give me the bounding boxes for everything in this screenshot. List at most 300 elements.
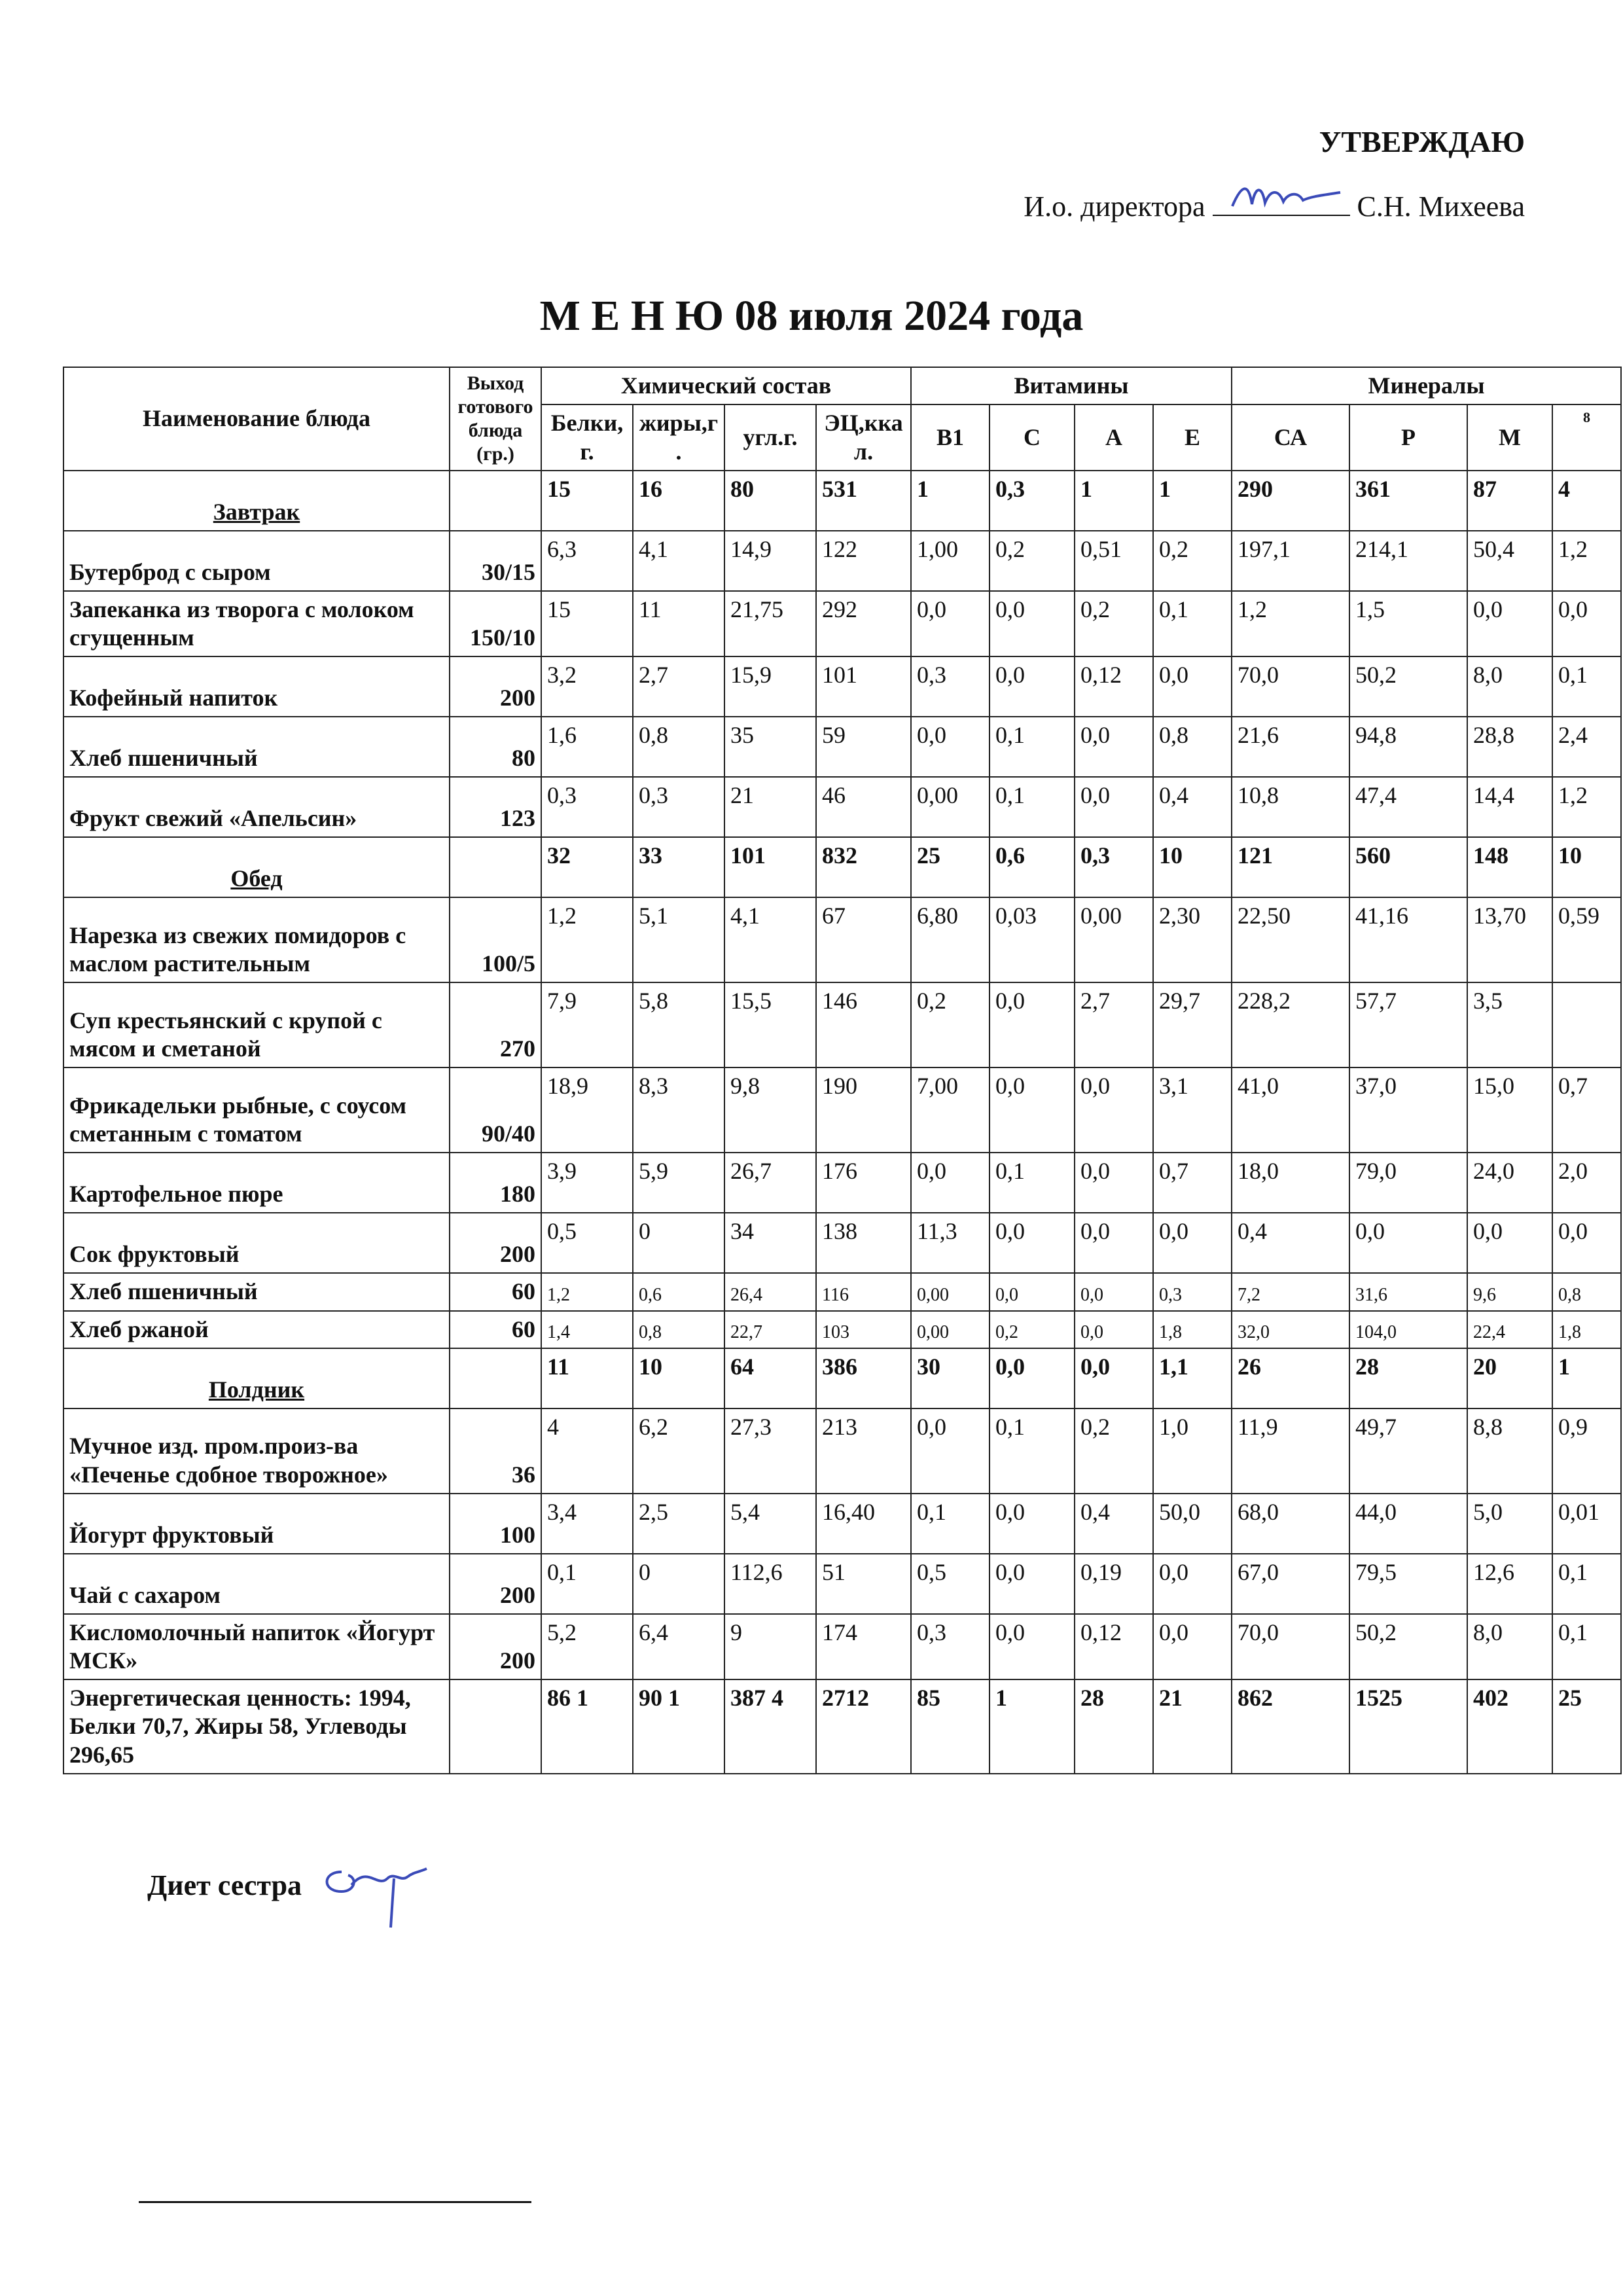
value-cell: 46 bbox=[816, 777, 911, 837]
value-cell: 0,0 bbox=[1075, 1153, 1153, 1213]
header-yield: Выход готового блюда (гр.) bbox=[450, 367, 541, 471]
value-cell: 2,5 bbox=[633, 1494, 724, 1554]
dish-name-cell: Йогурт фруктовый bbox=[63, 1494, 450, 1554]
value-cell: 0,1 bbox=[990, 777, 1075, 837]
value-cell: 67 bbox=[816, 897, 911, 982]
value-cell: 0,6 bbox=[633, 1273, 724, 1310]
value-cell: 9,8 bbox=[724, 1067, 816, 1153]
value-cell: 0,00 bbox=[911, 1273, 990, 1310]
dish-name-cell: Хлеб пшеничный bbox=[63, 1273, 450, 1310]
value-cell: 10 bbox=[1153, 837, 1232, 897]
yield-cell: 100/5 bbox=[450, 897, 541, 982]
table-row bbox=[63, 591, 1621, 656]
dish-name-cell: Картофельное пюре bbox=[63, 1153, 450, 1213]
value-cell: 2,7 bbox=[633, 656, 724, 717]
value-cell: 1 bbox=[990, 1679, 1075, 1774]
value-cell: 0,8 bbox=[1552, 1273, 1621, 1310]
value-cell: 70,0 bbox=[1232, 656, 1349, 717]
value-cell: 79,0 bbox=[1349, 1153, 1467, 1213]
value-cell: 70,0 bbox=[1232, 1614, 1349, 1679]
value-cell: 47,4 bbox=[1349, 777, 1467, 837]
page-title: М Е Н Ю 08 июля 2024 года bbox=[539, 292, 1084, 340]
dish-name-cell: Запеканка из творога с молоком сгущенным bbox=[63, 591, 450, 656]
value-cell: 59 bbox=[816, 717, 911, 777]
header-dish-name: Наименование блюда bbox=[63, 367, 450, 471]
subheader-cell: Белки, г. bbox=[541, 404, 633, 471]
value-cell: 0,2 bbox=[1153, 531, 1232, 591]
value-cell: 0,1 bbox=[911, 1494, 990, 1554]
value-cell: 0,0 bbox=[1349, 1213, 1467, 1273]
director-prefix: И.о. директора bbox=[1024, 190, 1205, 223]
dish-name-cell: Бутерброд с сыром bbox=[63, 531, 450, 591]
value-cell: 0,9 bbox=[1552, 1408, 1621, 1494]
value-cell: 0,03 bbox=[990, 897, 1075, 982]
value-cell: 0,0 bbox=[990, 1273, 1075, 1310]
value-cell: 8,0 bbox=[1467, 656, 1552, 717]
value-cell: 79,5 bbox=[1349, 1554, 1467, 1614]
value-cell: 0,3 bbox=[1075, 837, 1153, 897]
value-cell: 112,6 bbox=[724, 1554, 816, 1614]
value-cell: 0 bbox=[633, 1213, 724, 1273]
value-cell: 862 bbox=[1232, 1679, 1349, 1774]
value-cell: 5,8 bbox=[633, 982, 724, 1067]
value-cell: 37,0 bbox=[1349, 1067, 1467, 1153]
yield-cell: 90/40 bbox=[450, 1067, 541, 1153]
value-cell: 16,40 bbox=[816, 1494, 911, 1554]
value-cell: 103 bbox=[816, 1311, 911, 1348]
subheader-cell: Р bbox=[1349, 404, 1467, 471]
value-cell: 4 bbox=[541, 1408, 633, 1494]
meal-row bbox=[63, 837, 1621, 897]
value-cell: 27,3 bbox=[724, 1408, 816, 1494]
value-cell: 386 bbox=[816, 1348, 911, 1408]
value-cell: 0,51 bbox=[1075, 531, 1153, 591]
value-cell: 1,8 bbox=[1552, 1311, 1621, 1348]
value-cell: 28 bbox=[1075, 1679, 1153, 1774]
value-cell: 51 bbox=[816, 1554, 911, 1614]
value-cell: 174 bbox=[816, 1614, 911, 1679]
dish-name-cell: Сок фруктовый bbox=[63, 1213, 450, 1273]
value-cell: 64 bbox=[724, 1348, 816, 1408]
value-cell: 0,7 bbox=[1153, 1153, 1232, 1213]
value-cell: 21 bbox=[724, 777, 816, 837]
value-cell: 0,1 bbox=[541, 1554, 633, 1614]
value-cell: 0,19 bbox=[1075, 1554, 1153, 1614]
table-row bbox=[63, 1213, 1621, 1273]
value-cell: 16 bbox=[633, 471, 724, 531]
value-cell: 0,2 bbox=[1075, 1408, 1153, 1494]
value-cell: 361 bbox=[1349, 471, 1467, 531]
value-cell: 832 bbox=[816, 837, 911, 897]
value-cell: 292 bbox=[816, 591, 911, 656]
value-cell: 6,4 bbox=[633, 1614, 724, 1679]
footer-diet-nurse bbox=[147, 1869, 446, 1931]
value-cell: 5,9 bbox=[633, 1153, 724, 1213]
value-cell: 1,1 bbox=[1153, 1348, 1232, 1408]
value-cell: 0,0 bbox=[990, 591, 1075, 656]
bottom-line bbox=[139, 2201, 531, 2203]
value-cell: 0,0 bbox=[911, 1408, 990, 1494]
approval-heading: УТВЕРЖДАЮ bbox=[1319, 125, 1525, 158]
value-cell: 0,4 bbox=[1075, 1494, 1153, 1554]
yield-cell: 60 bbox=[450, 1311, 541, 1348]
value-cell: 3,4 bbox=[541, 1494, 633, 1554]
value-cell: 7,9 bbox=[541, 982, 633, 1067]
value-cell: 0,0 bbox=[911, 717, 990, 777]
value-cell: 32 bbox=[541, 837, 633, 897]
table-row bbox=[63, 1494, 1621, 1554]
value-cell: 1,0 bbox=[1153, 1408, 1232, 1494]
value-cell: 8,0 bbox=[1467, 1614, 1552, 1679]
value-cell: 31,6 bbox=[1349, 1273, 1467, 1310]
dish-name-cell: Хлеб пшеничный bbox=[63, 717, 450, 777]
meal-row bbox=[63, 1348, 1621, 1408]
value-cell: 3,5 bbox=[1467, 982, 1552, 1067]
value-cell: 0,00 bbox=[911, 1311, 990, 1348]
header-vitamins: Витамины bbox=[911, 367, 1232, 404]
value-cell: 2,7 bbox=[1075, 982, 1153, 1067]
value-cell: 1,2 bbox=[1232, 591, 1349, 656]
value-cell: 0,2 bbox=[911, 982, 990, 1067]
value-cell: 0,2 bbox=[990, 531, 1075, 591]
value-cell: 0,2 bbox=[990, 1311, 1075, 1348]
value-cell: 0,0 bbox=[990, 1494, 1075, 1554]
value-cell: 33 bbox=[633, 837, 724, 897]
value-cell: 4,1 bbox=[724, 897, 816, 982]
value-cell: 531 bbox=[816, 471, 911, 531]
value-cell: 0,1 bbox=[1552, 1554, 1621, 1614]
value-cell: 50,4 bbox=[1467, 531, 1552, 591]
table-row bbox=[63, 1153, 1621, 1213]
table-row bbox=[63, 1311, 1621, 1348]
value-cell: 21,6 bbox=[1232, 717, 1349, 777]
menu-table-body bbox=[63, 471, 1621, 1774]
yield-cell: 100 bbox=[450, 1494, 541, 1554]
value-cell: 21,75 bbox=[724, 591, 816, 656]
value-cell: 0,0 bbox=[1153, 1554, 1232, 1614]
value-cell: 0,12 bbox=[1075, 1614, 1153, 1679]
value-cell: 0,3 bbox=[633, 777, 724, 837]
value-cell: 122 bbox=[816, 531, 911, 591]
value-cell: 0,1 bbox=[1153, 591, 1232, 656]
yield-cell bbox=[450, 1679, 541, 1774]
value-cell: 1,5 bbox=[1349, 591, 1467, 656]
value-cell: 101 bbox=[816, 656, 911, 717]
table-row bbox=[63, 717, 1621, 777]
value-cell: 22,50 bbox=[1232, 897, 1349, 982]
subheader-cell: ЭЦ,ккал. bbox=[816, 404, 911, 471]
dish-name-cell: Энергетическая ценность: 1994, Белки 70,7, Жиры 58, Углеводы 296,65 bbox=[63, 1679, 450, 1774]
value-cell: 50,2 bbox=[1349, 1614, 1467, 1679]
director-name: С.Н. Михеева bbox=[1357, 190, 1525, 223]
value-cell: 25 bbox=[911, 837, 990, 897]
yield-cell: 60 bbox=[450, 1273, 541, 1310]
value-cell: 0,0 bbox=[1075, 717, 1153, 777]
yield-cell: 123 bbox=[450, 777, 541, 837]
dish-name-cell: Полдник bbox=[63, 1348, 450, 1408]
value-cell: 1,00 bbox=[911, 531, 990, 591]
diet-nurse-label: Диет сестра bbox=[147, 1869, 302, 1901]
value-cell: 0,1 bbox=[1552, 656, 1621, 717]
value-cell: 0,3 bbox=[911, 656, 990, 717]
value-cell: 0,0 bbox=[1075, 1348, 1153, 1408]
value-cell: 3,9 bbox=[541, 1153, 633, 1213]
value-cell: 0,0 bbox=[1075, 1273, 1153, 1310]
value-cell: 90 1 bbox=[633, 1679, 724, 1774]
dish-name-cell: Хлеб ржаной bbox=[63, 1311, 450, 1348]
menu-table bbox=[63, 367, 1622, 1774]
value-cell: 26,7 bbox=[724, 1153, 816, 1213]
value-cell: 0,1 bbox=[1552, 1614, 1621, 1679]
value-cell: 0,00 bbox=[1075, 897, 1153, 982]
value-cell: 11,9 bbox=[1232, 1408, 1349, 1494]
director-signature bbox=[1213, 188, 1350, 216]
value-cell: 0,1 bbox=[990, 717, 1075, 777]
yield-cell bbox=[450, 1348, 541, 1408]
table-row bbox=[63, 1614, 1621, 1679]
yield-cell: 270 bbox=[450, 982, 541, 1067]
value-cell: 0,0 bbox=[990, 656, 1075, 717]
value-cell: 29,7 bbox=[1153, 982, 1232, 1067]
yield-cell: 200 bbox=[450, 1554, 541, 1614]
table-row bbox=[63, 656, 1621, 717]
subheader-cell: С bbox=[990, 404, 1075, 471]
value-cell: 87 bbox=[1467, 471, 1552, 531]
dish-name-cell: Обед bbox=[63, 837, 450, 897]
yield-cell: 200 bbox=[450, 1614, 541, 1679]
value-cell: 5,1 bbox=[633, 897, 724, 982]
header-minerals: Минералы bbox=[1232, 367, 1621, 404]
value-cell: 12,6 bbox=[1467, 1554, 1552, 1614]
value-cell: 11,3 bbox=[911, 1213, 990, 1273]
value-cell: 1 bbox=[911, 471, 990, 531]
value-cell: 86 1 bbox=[541, 1679, 633, 1774]
table-row bbox=[63, 531, 1621, 591]
value-cell: 0,8 bbox=[1153, 717, 1232, 777]
dish-name-cell: Завтрак bbox=[63, 471, 450, 531]
value-cell: 0,01 bbox=[1552, 1494, 1621, 1554]
yield-cell: 200 bbox=[450, 1213, 541, 1273]
value-cell: 26,4 bbox=[724, 1273, 816, 1310]
value-cell: 10,8 bbox=[1232, 777, 1349, 837]
dish-name-cell: Мучное изд. пром.произ-ва «Печенье сдобное творожное» bbox=[63, 1408, 450, 1494]
value-cell: 0,7 bbox=[1552, 1067, 1621, 1153]
subheader-cell: В1 bbox=[911, 404, 990, 471]
value-cell: 387 4 bbox=[724, 1679, 816, 1774]
value-cell: 176 bbox=[816, 1153, 911, 1213]
value-cell: 146 bbox=[816, 982, 911, 1067]
value-cell: 0,6 bbox=[990, 837, 1075, 897]
value-cell: 9,6 bbox=[1467, 1273, 1552, 1310]
value-cell: 104,0 bbox=[1349, 1311, 1467, 1348]
value-cell: 0,4 bbox=[1232, 1213, 1349, 1273]
value-cell: 1,2 bbox=[541, 897, 633, 982]
energy-row bbox=[63, 1679, 1621, 1774]
value-cell: 0,3 bbox=[1153, 1273, 1232, 1310]
value-cell: 402 bbox=[1467, 1679, 1552, 1774]
value-cell: 1525 bbox=[1349, 1679, 1467, 1774]
value-cell: 15 bbox=[541, 591, 633, 656]
value-cell: 0,1 bbox=[990, 1153, 1075, 1213]
value-cell: 7,2 bbox=[1232, 1273, 1349, 1310]
dish-name-cell: Чай с сахаром bbox=[63, 1554, 450, 1614]
diet-nurse-signature bbox=[315, 1852, 446, 1931]
value-cell: 15 bbox=[541, 471, 633, 531]
value-cell: 9 bbox=[724, 1614, 816, 1679]
value-cell: 14,4 bbox=[1467, 777, 1552, 837]
subheader-cell: Е bbox=[1153, 404, 1232, 471]
value-cell: 0,0 bbox=[911, 591, 990, 656]
value-cell: 49,7 bbox=[1349, 1408, 1467, 1494]
dish-name-cell: Суп крестьянский с крупой с мясом и сметаной bbox=[63, 982, 450, 1067]
value-cell: 10 bbox=[633, 1348, 724, 1408]
value-cell: 0,4 bbox=[1153, 777, 1232, 837]
subheader-cell: М bbox=[1467, 404, 1552, 471]
value-cell: 0,0 bbox=[1153, 1213, 1232, 1273]
value-cell: 15,9 bbox=[724, 656, 816, 717]
value-cell: 0,0 bbox=[1075, 1213, 1153, 1273]
dish-name-cell: Фрикадельки рыбные, с соусом сметанным с томатом bbox=[63, 1067, 450, 1153]
value-cell: 0,0 bbox=[990, 1554, 1075, 1614]
value-cell: 3,2 bbox=[541, 656, 633, 717]
yield-cell: 150/10 bbox=[450, 591, 541, 656]
value-cell: 67,0 bbox=[1232, 1554, 1349, 1614]
value-cell: 0,0 bbox=[1075, 777, 1153, 837]
value-cell: 0,5 bbox=[911, 1554, 990, 1614]
value-cell: 1 bbox=[1075, 471, 1153, 531]
value-cell: 5,2 bbox=[541, 1614, 633, 1679]
table-row bbox=[63, 1408, 1621, 1494]
value-cell: 35 bbox=[724, 717, 816, 777]
value-cell: 138 bbox=[816, 1213, 911, 1273]
value-cell: 1,6 bbox=[541, 717, 633, 777]
value-cell: 28,8 bbox=[1467, 717, 1552, 777]
value-cell: 0,0 bbox=[990, 1614, 1075, 1679]
value-cell: 11 bbox=[541, 1348, 633, 1408]
table-row bbox=[63, 1554, 1621, 1614]
value-cell: 0,0 bbox=[1467, 1213, 1552, 1273]
table-row bbox=[63, 982, 1621, 1067]
value-cell: 0,0 bbox=[1153, 656, 1232, 717]
dish-name-cell: Кисломолочный напиток «Йогурт МСК» bbox=[63, 1614, 450, 1679]
value-cell: 2712 bbox=[816, 1679, 911, 1774]
value-cell: 28 bbox=[1349, 1348, 1467, 1408]
value-cell: 32,0 bbox=[1232, 1311, 1349, 1348]
yield-cell: 36 bbox=[450, 1408, 541, 1494]
value-cell: 0,0 bbox=[911, 1153, 990, 1213]
value-cell: 1 bbox=[1552, 1348, 1621, 1408]
value-cell: 214,1 bbox=[1349, 531, 1467, 591]
value-cell: 15,5 bbox=[724, 982, 816, 1067]
value-cell: 1,8 bbox=[1153, 1311, 1232, 1348]
value-cell: 0,3 bbox=[990, 471, 1075, 531]
value-cell: 560 bbox=[1349, 837, 1467, 897]
value-cell: 11 bbox=[633, 591, 724, 656]
value-cell: 44,0 bbox=[1349, 1494, 1467, 1554]
value-cell: 94,8 bbox=[1349, 717, 1467, 777]
value-cell: 2,4 bbox=[1552, 717, 1621, 777]
value-cell: 8,3 bbox=[633, 1067, 724, 1153]
subheader-cell: угл.г. bbox=[724, 404, 816, 471]
value-cell: 5,4 bbox=[724, 1494, 816, 1554]
value-cell: 1 bbox=[1153, 471, 1232, 531]
yield-cell bbox=[450, 471, 541, 531]
value-cell: 21 bbox=[1153, 1679, 1232, 1774]
value-cell: 7,00 bbox=[911, 1067, 990, 1153]
value-cell: 4 bbox=[1552, 471, 1621, 531]
value-cell: 290 bbox=[1232, 471, 1349, 531]
value-cell: 80 bbox=[724, 471, 816, 531]
value-cell: 2,30 bbox=[1153, 897, 1232, 982]
value-cell: 0,0 bbox=[990, 1067, 1075, 1153]
value-cell: 197,1 bbox=[1232, 531, 1349, 591]
subheader-cell: А bbox=[1075, 404, 1153, 471]
value-cell: 0,0 bbox=[990, 1213, 1075, 1273]
value-cell: 0,5 bbox=[541, 1213, 633, 1273]
value-cell: 1,2 bbox=[1552, 531, 1621, 591]
value-cell: 57,7 bbox=[1349, 982, 1467, 1067]
value-cell bbox=[1552, 982, 1621, 1067]
subheader-cell: СА bbox=[1232, 404, 1349, 471]
value-cell: 85 bbox=[911, 1679, 990, 1774]
table-row bbox=[63, 777, 1621, 837]
header-chemical-composition: Химический состав bbox=[541, 367, 911, 404]
value-cell: 1,4 bbox=[541, 1311, 633, 1348]
value-cell: 6,80 bbox=[911, 897, 990, 982]
value-cell: 34 bbox=[724, 1213, 816, 1273]
value-cell: 0,0 bbox=[1467, 591, 1552, 656]
value-cell: 8,8 bbox=[1467, 1408, 1552, 1494]
value-cell: 20 bbox=[1467, 1348, 1552, 1408]
table-row bbox=[63, 897, 1621, 982]
value-cell: 68,0 bbox=[1232, 1494, 1349, 1554]
yield-cell: 30/15 bbox=[450, 531, 541, 591]
value-cell: 0,0 bbox=[1153, 1614, 1232, 1679]
value-cell: 101 bbox=[724, 837, 816, 897]
value-cell: 18,0 bbox=[1232, 1153, 1349, 1213]
value-cell: 190 bbox=[816, 1067, 911, 1153]
value-cell: 0,0 bbox=[1075, 1311, 1153, 1348]
value-cell: 0,0 bbox=[1075, 1067, 1153, 1153]
value-cell: 26 bbox=[1232, 1348, 1349, 1408]
value-cell: 6,2 bbox=[633, 1408, 724, 1494]
value-cell: 4,1 bbox=[633, 531, 724, 591]
value-cell: 24,0 bbox=[1467, 1153, 1552, 1213]
value-cell: 41,0 bbox=[1232, 1067, 1349, 1153]
value-cell: 0,3 bbox=[911, 1614, 990, 1679]
yield-cell bbox=[450, 837, 541, 897]
value-cell: 3,1 bbox=[1153, 1067, 1232, 1153]
value-cell: 15,0 bbox=[1467, 1067, 1552, 1153]
value-cell: 1,2 bbox=[541, 1273, 633, 1310]
value-cell: 13,70 bbox=[1467, 897, 1552, 982]
value-cell: 0,3 bbox=[541, 777, 633, 837]
value-cell: 0,00 bbox=[911, 777, 990, 837]
yield-cell: 80 bbox=[450, 717, 541, 777]
value-cell: 14,9 bbox=[724, 531, 816, 591]
value-cell: 228,2 bbox=[1232, 982, 1349, 1067]
dish-name-cell: Кофейный напиток bbox=[63, 656, 450, 717]
meal-row bbox=[63, 471, 1621, 531]
value-cell: 5,0 bbox=[1467, 1494, 1552, 1554]
table-row bbox=[63, 1273, 1621, 1310]
yield-cell: 180 bbox=[450, 1153, 541, 1213]
value-cell: 50,2 bbox=[1349, 656, 1467, 717]
dish-name-cell: Нарезка из свежих помидоров с маслом растительным bbox=[63, 897, 450, 982]
value-cell: 6,3 bbox=[541, 531, 633, 591]
director-line bbox=[1024, 188, 1525, 223]
value-cell: 10 bbox=[1552, 837, 1621, 897]
